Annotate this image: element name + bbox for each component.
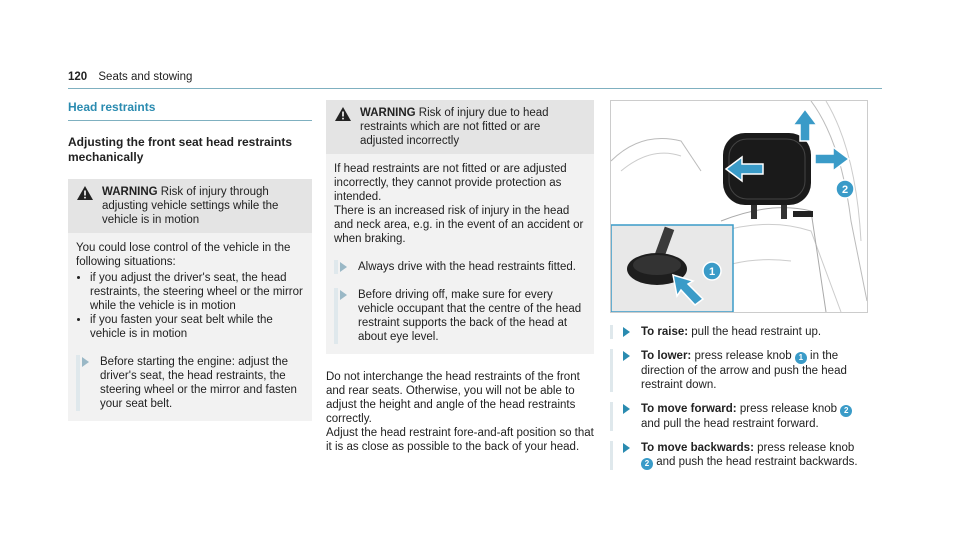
warning-head-text: Risk of injury through adjusting vehicle settings while the vehicle is in motion <box>102 186 279 226</box>
action-text: Before starting the engine: adjust the driver's seat, the head restraints, the steering wheel or the mirror and fasten your seat belt. <box>100 356 297 410</box>
warning-paragraph: There is an increased risk of injury in the head and neck area, e.g. in the event of an accident or when braking. <box>334 205 584 245</box>
warning-box-1 <box>68 179 312 421</box>
step-arrow-icon <box>623 443 630 453</box>
list-item: • if you adjust the driver's seat, the head restraints, the steering wheel or the mirror while the vehicle is in motion <box>90 271 304 313</box>
section-name: Seats and stowing <box>98 71 193 83</box>
step-text: and push the head restraint backwards. <box>656 456 858 468</box>
step-label: To move forward: <box>641 403 737 415</box>
warning-icon <box>76 185 94 201</box>
step-arrow-icon <box>623 404 630 414</box>
step-text: and pull the head restraint forward. <box>641 418 819 430</box>
warning-body <box>68 233 312 421</box>
warning-paragraph: If head restraints are not fitted or are adjusted incorrectly, they cannot provide protection as intended. <box>334 163 567 203</box>
column-left <box>68 100 312 421</box>
step-backward <box>610 441 868 470</box>
paragraph: Adjust the head restraint fore-and-aft position so that it is as close as possible to the back of your head. <box>326 427 594 453</box>
column-right <box>610 100 868 480</box>
step-text: press release knob <box>694 350 792 362</box>
step-text: press release knob <box>739 403 838 415</box>
arrow-right-icon <box>815 147 849 171</box>
warning-label: WARNING <box>102 186 158 198</box>
warning-box-2 <box>326 100 594 354</box>
step-raise <box>610 325 868 339</box>
step-label: To raise: <box>641 326 689 338</box>
step-text: pull the head restraint up. <box>691 326 822 338</box>
step-text: press release knob <box>757 442 855 454</box>
warning-header <box>68 179 312 233</box>
warning-label: WARNING <box>360 107 416 119</box>
head-restraint-illustration <box>610 100 868 313</box>
knob-badge-2: 2 <box>641 458 653 470</box>
page-number: 120 <box>68 71 88 83</box>
action-arrow-icon <box>82 357 89 367</box>
illustration-svg <box>611 101 867 312</box>
step-forward <box>610 402 868 431</box>
warning-list <box>76 271 304 341</box>
action-text: Always drive with the head restraints fitted. <box>358 261 576 273</box>
action-step <box>334 260 586 274</box>
section-title: Head restraints <box>68 100 312 121</box>
step-label: To lower: <box>641 350 692 362</box>
warning-intro: You could lose control of the vehicle in the following situations: <box>76 242 291 268</box>
paragraph: Do not interchange the head restraints of the front and rear seats. Otherwise, you will not be able to adjust the height and angle of the head restraints correctly. <box>326 371 580 425</box>
page-header <box>68 70 882 89</box>
callout-label-2: 2 <box>841 184 849 196</box>
step-lower <box>610 349 868 392</box>
warning-icon <box>334 106 352 122</box>
callout-label-1: 1 <box>708 266 716 278</box>
action-step <box>76 355 304 411</box>
action-text: Before driving off, make sure for every vehicle occupant that the centre of the head restraint supports the back of the head at about eye level. <box>358 289 582 343</box>
step-arrow-icon <box>623 351 630 361</box>
subsection-title: Adjusting the front seat head restraints mechanically <box>68 135 293 164</box>
list-item: • if you fasten your seat belt while the vehicle is in motion <box>90 313 304 341</box>
step-text: in the direction of the arrow and push the head restraint down. <box>641 350 847 391</box>
warning-header <box>326 100 594 154</box>
instruction-steps <box>610 325 868 470</box>
knob-badge-2: 2 <box>840 405 852 417</box>
step-label: To move backwards: <box>641 442 754 454</box>
column-middle <box>326 100 594 454</box>
body-text <box>326 370 594 454</box>
action-arrow-icon <box>340 262 347 272</box>
warning-head-text: Risk of injury due to head restraints which are not fitted or are adjusted incorrectly <box>360 107 549 147</box>
knob-badge-1: 1 <box>795 352 807 364</box>
step-arrow-icon <box>623 327 630 337</box>
warning-body <box>326 154 594 354</box>
action-arrow-icon <box>340 290 347 300</box>
action-step <box>334 288 586 344</box>
